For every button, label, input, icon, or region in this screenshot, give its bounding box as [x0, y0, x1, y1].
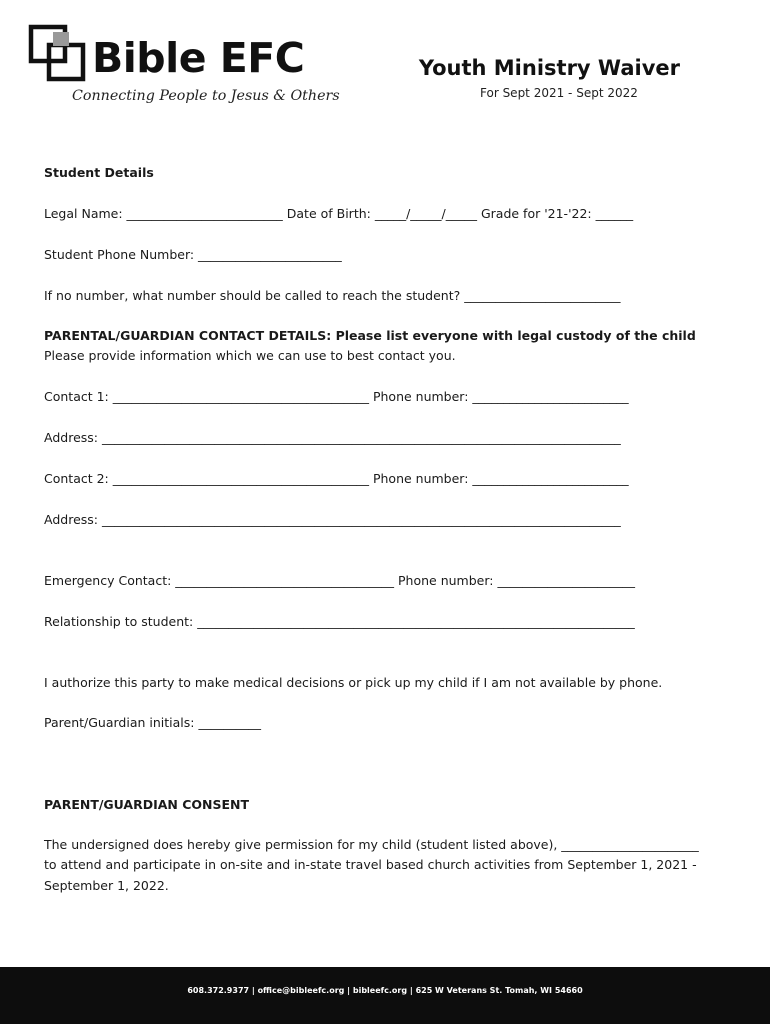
- footer-bar: [0, 967, 770, 1024]
- consent-text-line-3: September 1, 2022.: [44, 878, 169, 893]
- logo-squares-icon: [28, 24, 88, 84]
- org-tagline: Connecting People to Jesus & Others: [72, 88, 340, 104]
- legal-name-field[interactable]: Legal Name: _________________________ Date of Birth: _____/_____/_____ Grade for '21-'22: ______: [44, 206, 634, 221]
- alternate-number-field[interactable]: If no number, what number should be called to reach the student? _________________________: [44, 288, 621, 303]
- authorization-statement: I authorize this party to make medical decisions or pick up my child if I am not available by phone.: [44, 675, 663, 690]
- org-name: Bible EFC: [92, 34, 305, 82]
- student-details-heading: Student Details: [44, 165, 154, 180]
- emergency-contact-field[interactable]: Emergency Contact: ___________________________________ Phone number: ______________________: [44, 573, 635, 588]
- page-subtitle: For Sept 2021 - Sept 2022: [480, 86, 638, 100]
- contact-1-field[interactable]: Contact 1: _________________________________________ Phone number: _________________________: [44, 389, 629, 404]
- logo: [28, 24, 338, 124]
- student-phone-field[interactable]: Student Phone Number: _______________________: [44, 247, 342, 262]
- contact-2-field[interactable]: Contact 2: _________________________________________ Phone number: _________________________: [44, 471, 629, 486]
- address-1-field[interactable]: Address: ___________________________________________________________________________________: [44, 430, 621, 445]
- page-title: Youth Ministry Waiver: [418, 56, 680, 80]
- footer-contact-info: 608.372.9377 | office@bibleefc.org | bibleefc.org | 625 W Veterans St. Tomah, WI 54660: [187, 986, 583, 995]
- address-2-field[interactable]: Address: ___________________________________________________________________________________: [44, 512, 621, 527]
- relationship-field[interactable]: Relationship to student: ______________________________________________________________________: [44, 614, 635, 629]
- guardian-contact-subheading: Please provide information which we can use to best contact you.: [44, 348, 456, 363]
- guardian-initials-field[interactable]: Parent/Guardian initials: __________: [44, 715, 261, 730]
- guardian-contact-heading: PARENTAL/GUARDIAN CONTACT DETAILS: Please list everyone with legal custody of the child: [44, 328, 696, 343]
- consent-heading: PARENT/GUARDIAN CONSENT: [44, 797, 250, 812]
- consent-text-line-2: to attend and participate in on-site and in-state travel based church activities from September 1, 2021 -: [44, 857, 697, 872]
- consent-text-line-1[interactable]: The undersigned does hereby give permission for my child (student listed above), ______________________: [44, 837, 699, 852]
